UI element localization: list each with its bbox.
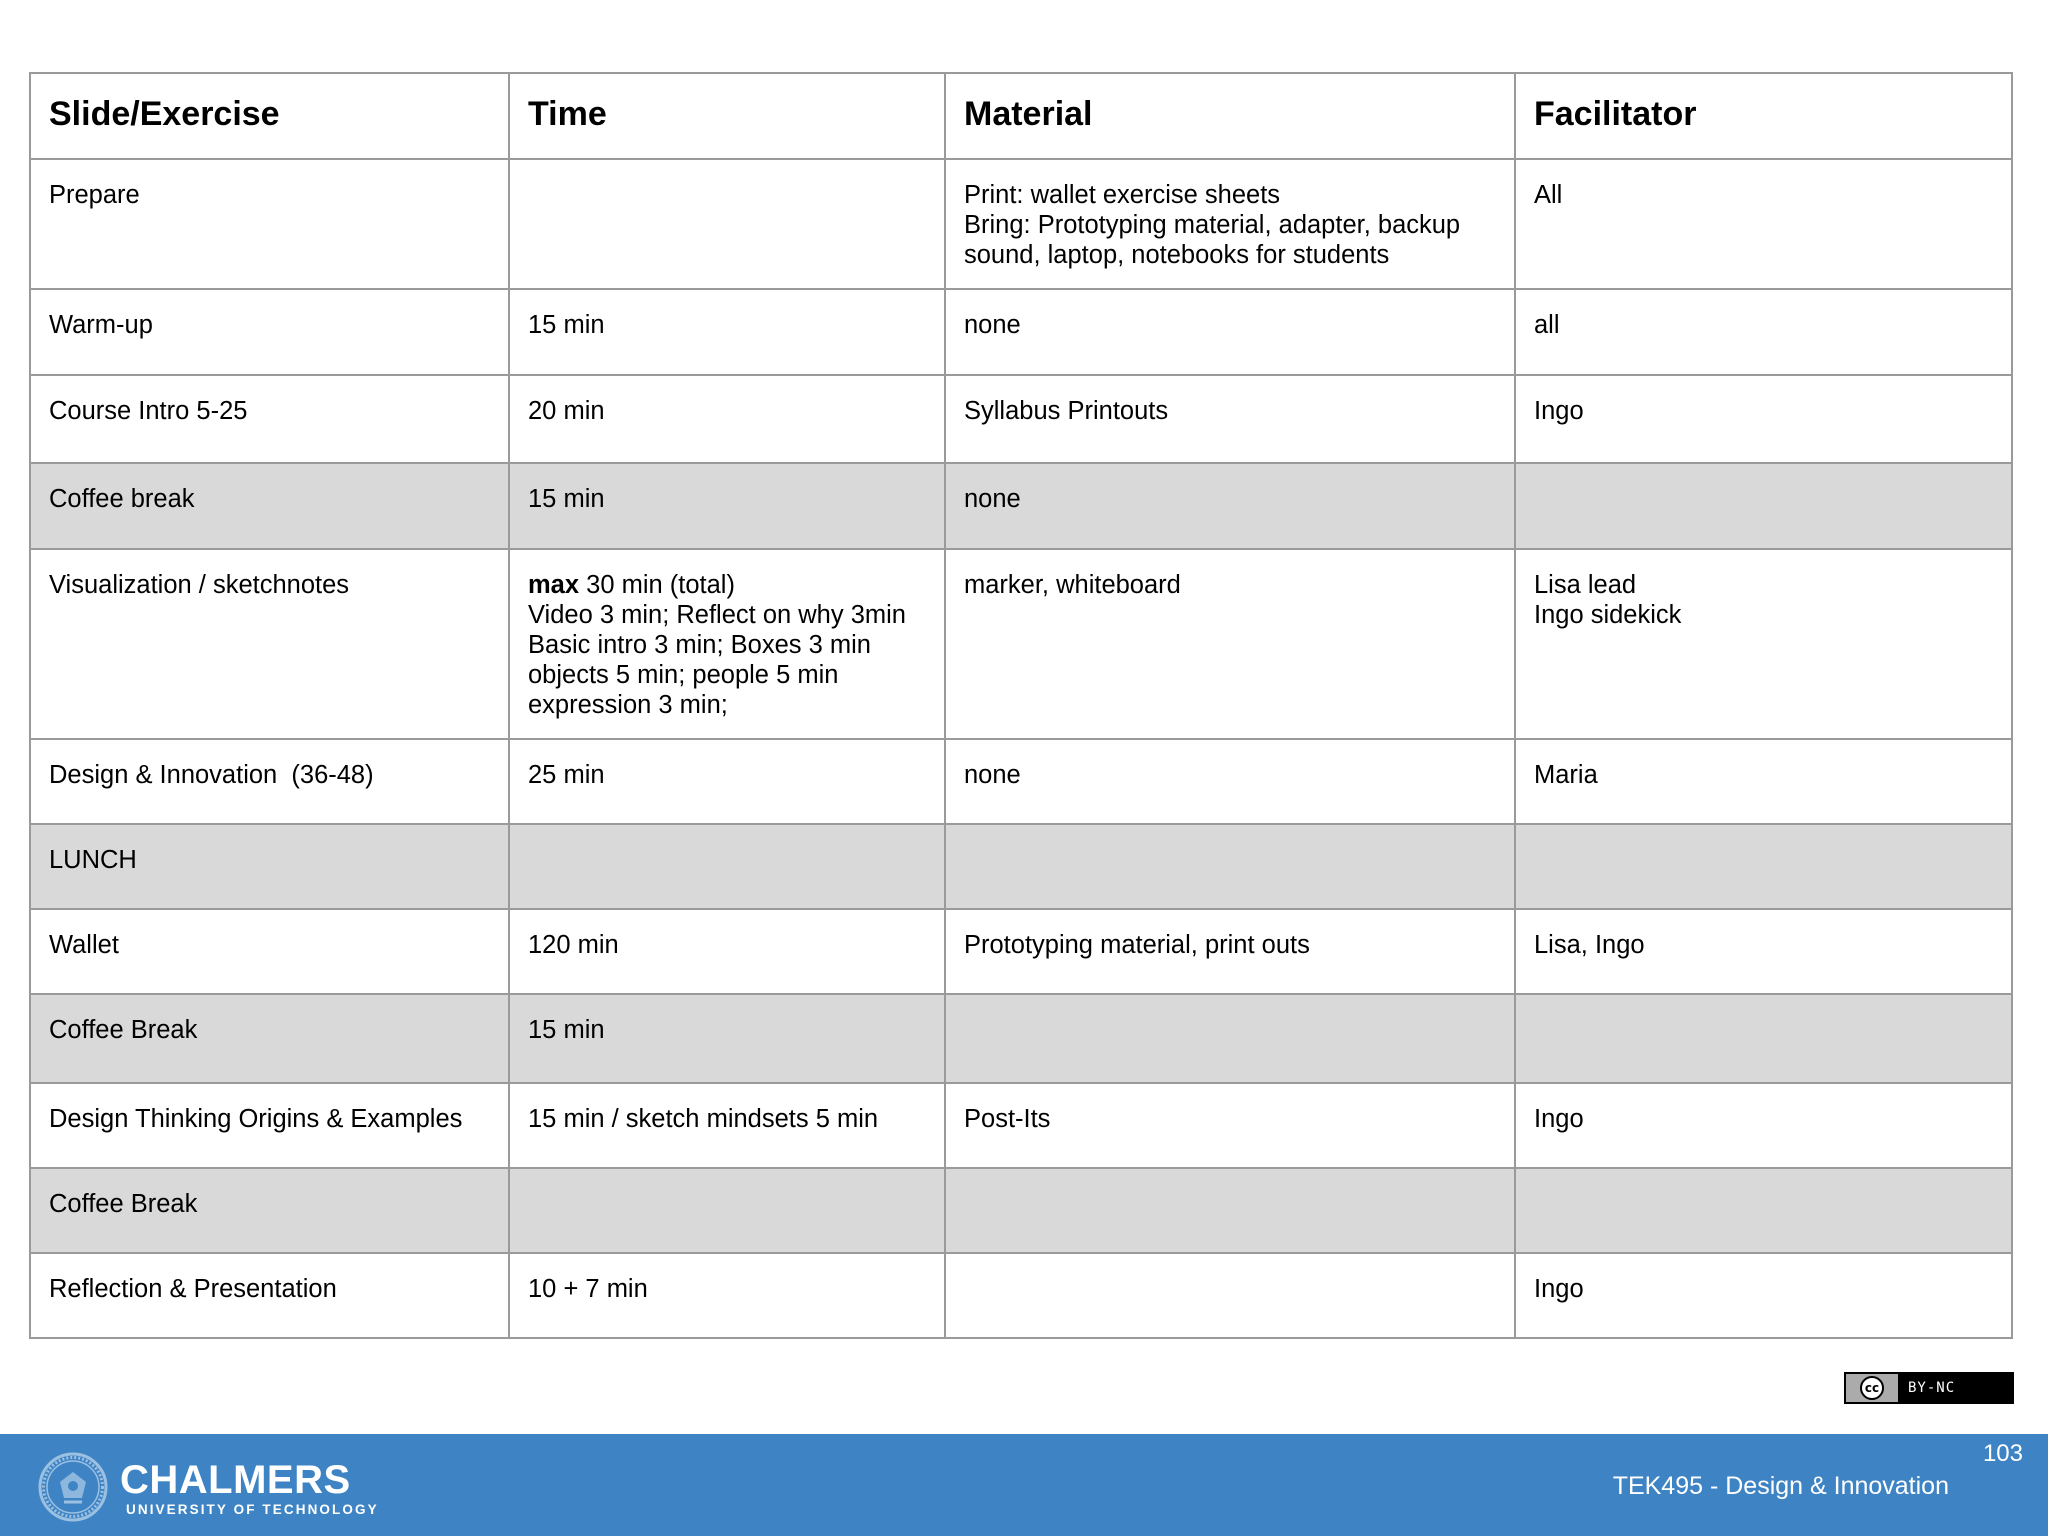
license-text: BY-NC: [1908, 1380, 1956, 1396]
header-slide-exercise: Slide/Exercise: [30, 73, 509, 159]
license-badge[interactable]: [1844, 1372, 2014, 1404]
material-cell: Post-Its: [945, 1083, 1515, 1168]
material-cell: [945, 994, 1515, 1083]
time-cell: 120 min: [509, 909, 945, 994]
facilitator-cell: all: [1515, 289, 2012, 375]
time-cell: 25 min: [509, 739, 945, 824]
time-bold-prefix: max: [528, 571, 580, 599]
time-cell: 20 min: [509, 375, 945, 463]
activity-cell: Warm-up: [30, 289, 509, 375]
time-cell: 10 + 7 min: [509, 1253, 945, 1338]
table-row: [30, 994, 2012, 1083]
page-number: 103: [1982, 1440, 2023, 1467]
table-row: [30, 1168, 2012, 1253]
material-cell: Prototyping material, print outs: [945, 909, 1515, 994]
activity-cell: Reflection & Presentation: [30, 1253, 509, 1338]
footer-bar: [0, 1434, 2048, 1536]
material-cell: marker, whiteboard: [945, 549, 1515, 739]
material-cell: Print: wallet exercise sheets Bring: Prototyping material, adapter, backup sound, laptop, notebooks for students: [945, 159, 1515, 289]
facilitator-cell: [1515, 463, 2012, 549]
time-cell: [509, 824, 945, 909]
activity-cell: Coffee Break: [30, 1168, 509, 1253]
table-row: [30, 1083, 2012, 1168]
cc-icon: [1846, 1374, 1898, 1402]
activity-cell: Design Thinking Origins & Examples: [30, 1083, 509, 1168]
facilitator-cell: Ingo: [1515, 1253, 2012, 1338]
material-cell: [945, 1168, 1515, 1253]
logo-subtitle: UNIVERSITY OF TECHNOLOGY: [126, 1502, 379, 1517]
activity-cell: Prepare: [30, 159, 509, 289]
table-row: [30, 909, 2012, 994]
header-facilitator: Facilitator: [1515, 73, 2012, 159]
material-cell: none: [945, 463, 1515, 549]
time-cell: 15 min: [509, 289, 945, 375]
facilitator-cell: Lisa, Ingo: [1515, 909, 2012, 994]
facilitator-cell: Maria: [1515, 739, 2012, 824]
facilitator-cell: [1515, 824, 2012, 909]
material-cell: [945, 1253, 1515, 1338]
table-header-row: [30, 73, 2012, 159]
table-row: [30, 824, 2012, 909]
table-row: [30, 549, 2012, 739]
logo-title: CHALMERS: [120, 1458, 351, 1502]
activity-cell: Course Intro 5-25: [30, 375, 509, 463]
table-row: [30, 375, 2012, 463]
schedule-table: [29, 72, 2013, 1339]
activity-cell: Design & Innovation (36-48): [30, 739, 509, 824]
table-row: [30, 463, 2012, 549]
university-seal-icon: [38, 1452, 108, 1522]
facilitator-cell: Ingo: [1515, 375, 2012, 463]
table-row: [30, 159, 2012, 289]
material-cell: none: [945, 289, 1515, 375]
facilitator-cell: Ingo: [1515, 1083, 2012, 1168]
time-detail: 30 min (total) Video 3 min; Reflect on why 3min Basic intro 3 min; Boxes 3 min objects 5 min; people 5 min expression 3 min;: [528, 571, 906, 719]
time-cell: [509, 159, 945, 289]
facilitator-cell: [1515, 994, 2012, 1083]
time-cell: [509, 549, 945, 739]
time-cell: 15 min / sketch mindsets 5 min: [509, 1083, 945, 1168]
time-cell: 15 min: [509, 994, 945, 1083]
table-row: [30, 1253, 2012, 1338]
header-material: Material: [945, 73, 1515, 159]
table-row: [30, 289, 2012, 375]
activity-cell: Visualization / sketchnotes: [30, 549, 509, 739]
activity-cell: LUNCH: [30, 824, 509, 909]
cc-symbol: cc: [1860, 1376, 1884, 1400]
material-cell: [945, 824, 1515, 909]
time-cell: 15 min: [509, 463, 945, 549]
table-row: [30, 739, 2012, 824]
course-title: TEK495 - Design & Innovation: [1612, 1472, 1949, 1500]
header-time: Time: [509, 73, 945, 159]
activity-cell: Wallet: [30, 909, 509, 994]
facilitator-cell: Lisa lead Ingo sidekick: [1515, 549, 2012, 739]
activity-cell: Coffee Break: [30, 994, 509, 1083]
activity-cell: Coffee break: [30, 463, 509, 549]
time-cell: [509, 1168, 945, 1253]
material-cell: none: [945, 739, 1515, 824]
facilitator-cell: All: [1515, 159, 2012, 289]
facilitator-cell: [1515, 1168, 2012, 1253]
material-cell: Syllabus Printouts: [945, 375, 1515, 463]
